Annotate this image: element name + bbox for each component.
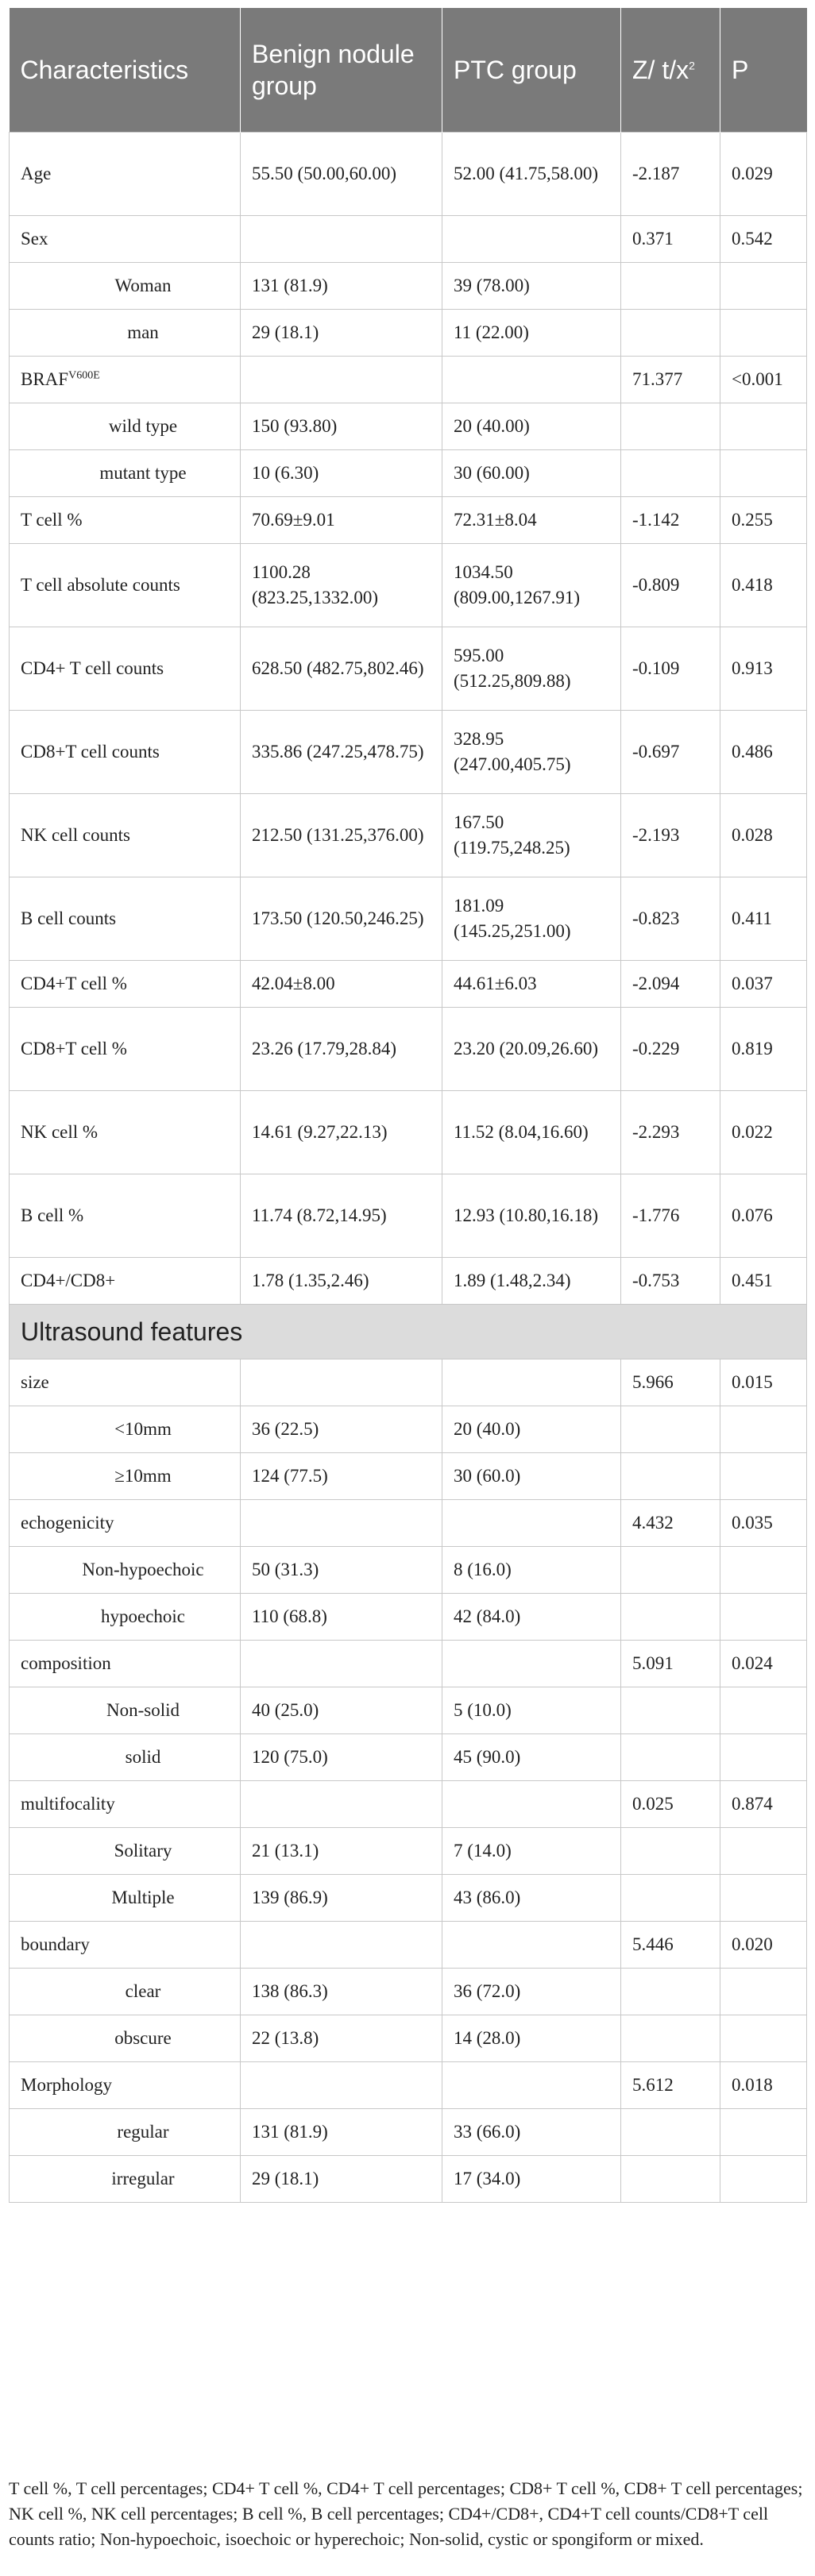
ptc-value xyxy=(442,216,621,263)
stat-value: 4.432 xyxy=(621,1500,720,1547)
stat-value xyxy=(621,310,720,357)
ptc-value: 20 (40.00) xyxy=(442,403,621,450)
stat-value xyxy=(621,450,720,497)
stat-value: -0.753 xyxy=(621,1258,720,1305)
benign-value: 23.26 (17.79,28.84) xyxy=(241,1008,442,1091)
p-value xyxy=(720,1828,807,1875)
stat-value: -1.142 xyxy=(621,497,720,544)
ptc-value xyxy=(442,2062,621,2109)
table-row-cd4-counts xyxy=(10,627,807,711)
stat-value: 0.025 xyxy=(621,1781,720,1828)
table-header-row xyxy=(10,8,807,133)
ptc-value: 12.93 (10.80,16.18) xyxy=(442,1174,621,1258)
benign-value xyxy=(241,216,442,263)
benign-value: 21 (13.1) xyxy=(241,1828,442,1875)
row-label: T cell absolute counts xyxy=(10,544,241,627)
stat-value xyxy=(621,1453,720,1500)
table-row-morphology xyxy=(10,2062,807,2109)
benign-value xyxy=(241,1500,442,1547)
ptc-value: 30 (60.0) xyxy=(442,1453,621,1500)
stat-value xyxy=(621,1969,720,2015)
table-row-non-solid xyxy=(10,1687,807,1734)
ptc-value xyxy=(442,1500,621,1547)
row-label: Solitary xyxy=(10,1828,241,1875)
benign-value xyxy=(241,357,442,403)
row-label: multifocality xyxy=(10,1781,241,1828)
benign-value xyxy=(241,1359,442,1406)
ptc-value: 5 (10.0) xyxy=(442,1687,621,1734)
row-label: solid xyxy=(10,1734,241,1781)
stat-value xyxy=(621,2109,720,2156)
stat-value xyxy=(621,1594,720,1641)
p-value: 0.486 xyxy=(720,711,807,794)
table-row-nk-counts xyxy=(10,794,807,877)
p-value xyxy=(720,1969,807,2015)
section-row-ultrasound xyxy=(10,1305,807,1359)
row-label: irregular xyxy=(10,2156,241,2203)
ptc-value: 23.20 (20.09,26.60) xyxy=(442,1008,621,1091)
row-label: obscure xyxy=(10,2015,241,2062)
table-row-non-hypoechoic xyxy=(10,1547,807,1594)
p-value xyxy=(720,310,807,357)
ptc-value: 20 (40.0) xyxy=(442,1406,621,1453)
ptc-value: 30 (60.00) xyxy=(442,450,621,497)
benign-value: 335.86 (247.25,478.75) xyxy=(241,711,442,794)
stat-value xyxy=(621,263,720,310)
stat-value xyxy=(621,1734,720,1781)
ptc-value xyxy=(442,1781,621,1828)
table-footnote: T cell %, T cell percentages; CD4+ T cell %, CD4+ T cell percentages; CD8+ T cell %, CD8+ T cell percentages; NK cell %, NK cell percentages; B cell %, B cell percentages; CD4+/CD8+, CD4+T cell counts/CD8+T cell counts ratio; Non-hypoechoic, isoechoic or hyperechoic; Non-solid, cystic or spongiform or mixed. xyxy=(9,2478,803,2549)
p-value xyxy=(720,403,807,450)
section-title: Ultrasound features xyxy=(10,1305,807,1359)
p-value: 0.255 xyxy=(720,497,807,544)
stat-value xyxy=(621,1547,720,1594)
benign-value: 212.50 (131.25,376.00) xyxy=(241,794,442,877)
p-value: 0.020 xyxy=(720,1922,807,1969)
table-row-age xyxy=(10,133,807,216)
row-label: man xyxy=(10,310,241,357)
row-label: composition xyxy=(10,1641,241,1687)
benign-value: 1100.28 (823.25,1332.00) xyxy=(241,544,442,627)
row-label: clear xyxy=(10,1969,241,2015)
benign-value: 70.69±9.01 xyxy=(241,497,442,544)
ptc-value: 1034.50 (809.00,1267.91) xyxy=(442,544,621,627)
table-row-t-cell-counts xyxy=(10,544,807,627)
table-row-braf xyxy=(10,357,807,403)
benign-value xyxy=(241,1922,442,1969)
ptc-value: 44.61±6.03 xyxy=(442,961,621,1008)
table-row-obscure xyxy=(10,2015,807,2062)
table-row-irregular xyxy=(10,2156,807,2203)
stat-value xyxy=(621,2015,720,2062)
row-label: echogenicity xyxy=(10,1500,241,1547)
ptc-value: 72.31±8.04 xyxy=(442,497,621,544)
table-row-size xyxy=(10,1359,807,1406)
p-value xyxy=(720,1734,807,1781)
ptc-value: 8 (16.0) xyxy=(442,1547,621,1594)
header-statistic-sup: 2 xyxy=(689,59,695,72)
header-ptc-group: PTC group xyxy=(442,8,621,133)
table-row-echogenicity xyxy=(10,1500,807,1547)
stat-value: 5.446 xyxy=(621,1922,720,1969)
table-row-hypoechoic xyxy=(10,1594,807,1641)
benign-value: 10 (6.30) xyxy=(241,450,442,497)
table-row-cd4-pct xyxy=(10,961,807,1008)
ptc-value: 36 (72.0) xyxy=(442,1969,621,2015)
ptc-value: 328.95 (247.00,405.75) xyxy=(442,711,621,794)
stat-value: 5.966 xyxy=(621,1359,720,1406)
benign-value: 139 (86.9) xyxy=(241,1875,442,1922)
benign-value: 150 (93.80) xyxy=(241,403,442,450)
benign-value xyxy=(241,1641,442,1687)
table-row-b-pct xyxy=(10,1174,807,1258)
ptc-value: 1.89 (1.48,2.34) xyxy=(442,1258,621,1305)
benign-value xyxy=(241,2062,442,2109)
row-label: boundary xyxy=(10,1922,241,1969)
ptc-value xyxy=(442,1641,621,1687)
p-value: 0.018 xyxy=(720,2062,807,2109)
benign-value: 120 (75.0) xyxy=(241,1734,442,1781)
benign-value: 173.50 (120.50,246.25) xyxy=(241,877,442,961)
stat-value: 0.371 xyxy=(621,216,720,263)
p-value xyxy=(720,263,807,310)
p-value: 0.874 xyxy=(720,1781,807,1828)
table-row-mutant-type xyxy=(10,450,807,497)
p-value xyxy=(720,1687,807,1734)
p-value: <0.001 xyxy=(720,357,807,403)
table-row-boundary xyxy=(10,1922,807,1969)
row-label: wild type xyxy=(10,403,241,450)
row-label: regular xyxy=(10,2109,241,2156)
ptc-value: 14 (28.0) xyxy=(442,2015,621,2062)
table-row-multifocality xyxy=(10,1781,807,1828)
benign-value: 138 (86.3) xyxy=(241,1969,442,2015)
benign-value: 1.78 (1.35,2.46) xyxy=(241,1258,442,1305)
benign-value xyxy=(241,1781,442,1828)
ptc-value: 167.50 (119.75,248.25) xyxy=(442,794,621,877)
benign-value: 22 (13.8) xyxy=(241,2015,442,2062)
stat-value: 71.377 xyxy=(621,357,720,403)
stat-value xyxy=(621,2156,720,2203)
row-label: NK cell counts xyxy=(10,794,241,877)
table-row-man xyxy=(10,310,807,357)
stat-value: -2.094 xyxy=(621,961,720,1008)
braf-label: BRAF xyxy=(21,369,69,389)
benign-value: 124 (77.5) xyxy=(241,1453,442,1500)
benign-value: 40 (25.0) xyxy=(241,1687,442,1734)
benign-value: 55.50 (50.00,60.00) xyxy=(241,133,442,216)
p-value: 0.035 xyxy=(720,1500,807,1547)
p-value xyxy=(720,2015,807,2062)
ptc-value: 43 (86.0) xyxy=(442,1875,621,1922)
benign-value: 131 (81.9) xyxy=(241,2109,442,2156)
stat-value: -2.187 xyxy=(621,133,720,216)
stat-value: -2.293 xyxy=(621,1091,720,1174)
stat-value: -0.809 xyxy=(621,544,720,627)
p-value xyxy=(720,1594,807,1641)
row-label: size xyxy=(10,1359,241,1406)
ptc-value xyxy=(442,357,621,403)
row-label: CD8+T cell counts xyxy=(10,711,241,794)
stat-value xyxy=(621,1406,720,1453)
p-value: 0.451 xyxy=(720,1258,807,1305)
ptc-value: 42 (84.0) xyxy=(442,1594,621,1641)
row-label: hypoechoic xyxy=(10,1594,241,1641)
table-row-composition xyxy=(10,1641,807,1687)
ptc-value: 33 (66.0) xyxy=(442,2109,621,2156)
p-value: 0.037 xyxy=(720,961,807,1008)
benign-value: 29 (18.1) xyxy=(241,310,442,357)
row-label: Age xyxy=(10,133,241,216)
ptc-value xyxy=(442,1922,621,1969)
row-label: Sex xyxy=(10,216,241,263)
p-value: 0.411 xyxy=(720,877,807,961)
row-label: Non-solid xyxy=(10,1687,241,1734)
stat-value xyxy=(621,1828,720,1875)
benign-value: 14.61 (9.27,22.13) xyxy=(241,1091,442,1174)
p-value: 0.022 xyxy=(720,1091,807,1174)
row-label: <10mm xyxy=(10,1406,241,1453)
row-label: T cell % xyxy=(10,497,241,544)
row-label: CD4+/CD8+ xyxy=(10,1258,241,1305)
table-row-solid xyxy=(10,1734,807,1781)
p-value: 0.819 xyxy=(720,1008,807,1091)
p-value xyxy=(720,1547,807,1594)
benign-value: 42.04±8.00 xyxy=(241,961,442,1008)
row-label: CD4+T cell % xyxy=(10,961,241,1008)
row-label: ≥10mm xyxy=(10,1453,241,1500)
table-row-clear xyxy=(10,1969,807,2015)
stat-value: -0.697 xyxy=(621,711,720,794)
p-value: 0.076 xyxy=(720,1174,807,1258)
table-row-solitary xyxy=(10,1828,807,1875)
benign-value: 29 (18.1) xyxy=(241,2156,442,2203)
braf-label-sup: V600E xyxy=(68,369,100,382)
table-row-regular xyxy=(10,2109,807,2156)
ptc-value: 17 (34.0) xyxy=(442,2156,621,2203)
p-value: 0.028 xyxy=(720,794,807,877)
ptc-value: 11 (22.00) xyxy=(442,310,621,357)
stat-value xyxy=(621,1875,720,1922)
stat-value: -2.193 xyxy=(621,794,720,877)
p-value: 0.024 xyxy=(720,1641,807,1687)
ptc-value: 181.09 (145.25,251.00) xyxy=(442,877,621,961)
table-row-size-large xyxy=(10,1453,807,1500)
table-row-nk-pct xyxy=(10,1091,807,1174)
ptc-value xyxy=(442,1359,621,1406)
row-label: Morphology xyxy=(10,2062,241,2109)
p-value xyxy=(720,450,807,497)
benign-value: 110 (68.8) xyxy=(241,1594,442,1641)
stat-value: -0.823 xyxy=(621,877,720,961)
row-label: NK cell % xyxy=(10,1091,241,1174)
row-label: Multiple xyxy=(10,1875,241,1922)
table-row-cd8-counts xyxy=(10,711,807,794)
p-value xyxy=(720,1875,807,1922)
table-row-b-counts xyxy=(10,877,807,961)
table-row-woman xyxy=(10,263,807,310)
table-row-cd8-pct xyxy=(10,1008,807,1091)
stat-value: -1.776 xyxy=(621,1174,720,1258)
p-value xyxy=(720,1453,807,1500)
ptc-value: 52.00 (41.75,58.00) xyxy=(442,133,621,216)
table-row-size-small xyxy=(10,1406,807,1453)
row-label: mutant type xyxy=(10,450,241,497)
p-value xyxy=(720,1406,807,1453)
stat-value: -0.109 xyxy=(621,627,720,711)
header-statistic-label: Z/ t/x xyxy=(632,56,689,84)
header-statistic xyxy=(621,8,720,133)
row-label: CD8+T cell % xyxy=(10,1008,241,1091)
row-label xyxy=(10,357,241,403)
ptc-value: 45 (90.0) xyxy=(442,1734,621,1781)
ptc-value: 7 (14.0) xyxy=(442,1828,621,1875)
benign-value: 628.50 (482.75,802.46) xyxy=(241,627,442,711)
p-value: 0.913 xyxy=(720,627,807,711)
stat-value: 5.091 xyxy=(621,1641,720,1687)
row-label: Non-hypoechoic xyxy=(10,1547,241,1594)
ptc-value: 595.00 (512.25,809.88) xyxy=(442,627,621,711)
p-value: 0.015 xyxy=(720,1359,807,1406)
header-characteristics: Characteristics xyxy=(10,8,241,133)
table-row-sex xyxy=(10,216,807,263)
p-value xyxy=(720,2156,807,2203)
row-label: Woman xyxy=(10,263,241,310)
header-benign-group: Benign nodule group xyxy=(241,8,442,133)
p-value: 0.029 xyxy=(720,133,807,216)
row-label: B cell % xyxy=(10,1174,241,1258)
p-value: 0.418 xyxy=(720,544,807,627)
benign-value: 50 (31.3) xyxy=(241,1547,442,1594)
stat-value xyxy=(621,1687,720,1734)
p-value: 0.542 xyxy=(720,216,807,263)
table-row-multiple xyxy=(10,1875,807,1922)
stat-value xyxy=(621,403,720,450)
table-row-wild-type xyxy=(10,403,807,450)
stat-value: -0.229 xyxy=(621,1008,720,1091)
stat-value: 5.612 xyxy=(621,2062,720,2109)
row-label: B cell counts xyxy=(10,877,241,961)
table-row-cd4-cd8-ratio xyxy=(10,1258,807,1305)
benign-value: 131 (81.9) xyxy=(241,263,442,310)
benign-value: 11.74 (8.72,14.95) xyxy=(241,1174,442,1258)
characteristics-table xyxy=(9,8,807,2203)
p-value xyxy=(720,2109,807,2156)
table-row-t-cell-pct xyxy=(10,497,807,544)
header-p-value: P xyxy=(720,8,807,133)
row-label: CD4+ T cell counts xyxy=(10,627,241,711)
ptc-value: 39 (78.00) xyxy=(442,263,621,310)
benign-value: 36 (22.5) xyxy=(241,1406,442,1453)
ptc-value: 11.52 (8.04,16.60) xyxy=(442,1091,621,1174)
